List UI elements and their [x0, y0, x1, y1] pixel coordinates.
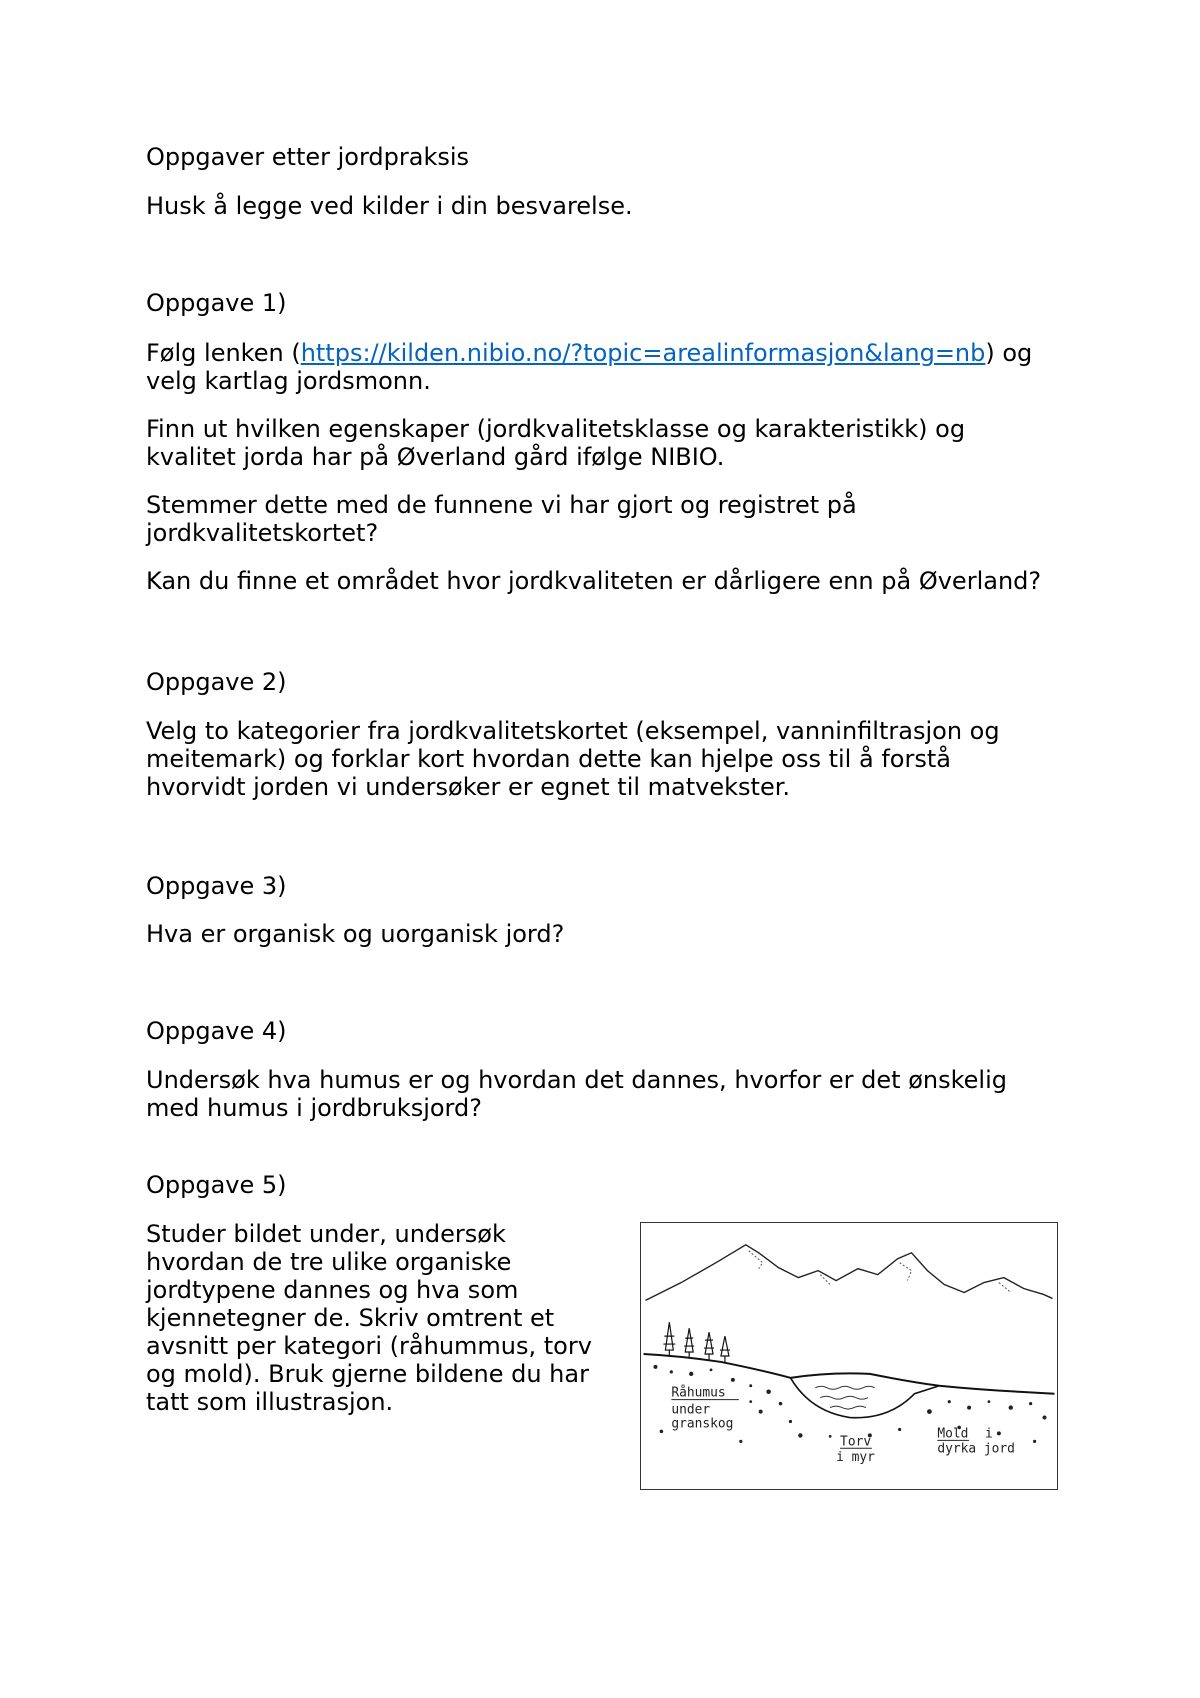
bog-basin: [790, 1378, 939, 1418]
task-2-line-1: Velg to kategorier fra jordkvalitetskortet (eksempel, vanninfiltrasjon og: [146, 717, 1000, 745]
task-5-line-4: kjennetegner de. Skriv omtrent et: [146, 1304, 555, 1332]
landscape-drawing: [641, 1223, 1057, 1489]
task-5-line-6: og mold). Bruk gjerne bildene du har: [146, 1360, 589, 1388]
label-torv-line-2: i myr: [836, 1450, 875, 1466]
task-1-paragraph-1: [146, 339, 1032, 368]
task-3-heading: Oppgave 3): [146, 872, 287, 900]
label-mold-line-2: dyrka jord: [937, 1441, 1015, 1457]
task-2-heading: Oppgave 2): [146, 668, 287, 696]
task-1-paragraph-2-line-2: kvalitet jorda har på Øverland gård ifølge NIBIO.: [146, 443, 725, 471]
soil-types-illustration: [640, 1222, 1058, 1490]
mountain-ridge: [646, 1245, 1053, 1301]
task-1-paragraph-3-line-2: jordkvalitetskortet?: [146, 519, 379, 547]
task-4-line-2: med humus i jordbruksjord?: [146, 1094, 482, 1122]
task-3-line-1: Hva er organisk og uorganisk jord?: [146, 920, 565, 948]
label-rahumus-line-2: under: [671, 1402, 711, 1418]
task-1-paragraph-4: Kan du finne et området hvor jordkvaliteten er dårligere enn på Øverland?: [146, 567, 1042, 595]
task-5-line-7: tatt som illustrasjon.: [146, 1388, 394, 1416]
task-4-heading: Oppgave 4): [146, 1017, 287, 1045]
task-4-line-1: Undersøk hva humus er og hvordan det dannes, hvorfor er det ønskelig: [146, 1066, 1007, 1094]
link-prefix: Følg lenken (: [146, 339, 301, 367]
bog-water: [815, 1386, 875, 1409]
document-title: Oppgaver etter jordpraksis: [146, 143, 470, 171]
task-1-paragraph-1-line-2: velg kartlag jordsmonn.: [146, 367, 431, 395]
task-5-line-2: hvordan de tre ulike organiske: [146, 1248, 512, 1276]
label-mold-i: i: [984, 1426, 993, 1442]
task-1-paragraph-3-line-1: Stemmer dette med de funnene vi har gjort og registret på: [146, 491, 857, 519]
mountain-shading: [749, 1251, 1011, 1293]
task-2-line-3: hvorvidt jorden vi undersøker er egnet til matvekster.: [146, 773, 791, 801]
kilden-link[interactable]: https://kilden.nibio.no/?topic=arealinformasjon&lang=nb: [300, 339, 986, 367]
task-5-heading: Oppgave 5): [146, 1171, 287, 1199]
label-mold: Mold: [937, 1426, 969, 1442]
task-5-line-1: Studer bildet under, undersøk: [146, 1220, 506, 1248]
task-1-paragraph-2-line-1: Finn ut hvilken egenskaper (jordkvalitetsklasse og karakteristikk) og: [146, 415, 966, 443]
label-rahumus-line-3: granskog: [671, 1416, 734, 1432]
task-5-line-3: jordtypene dannes og hva som: [146, 1276, 519, 1304]
label-rahumus: Råhumus: [671, 1385, 726, 1401]
source-reminder: Husk å legge ved kilder i din besvarelse.: [146, 192, 633, 220]
task-2-line-2: meitemark) og forklar kort hvordan dette kan hjelpe oss til å forstå: [146, 745, 951, 773]
task-1-heading: Oppgave 1): [146, 289, 287, 317]
link-suffix: ) og: [985, 339, 1033, 367]
task-5-line-5: avsnitt per kategori (råhummus, torv: [146, 1332, 592, 1360]
label-torv: Torv: [840, 1434, 872, 1450]
